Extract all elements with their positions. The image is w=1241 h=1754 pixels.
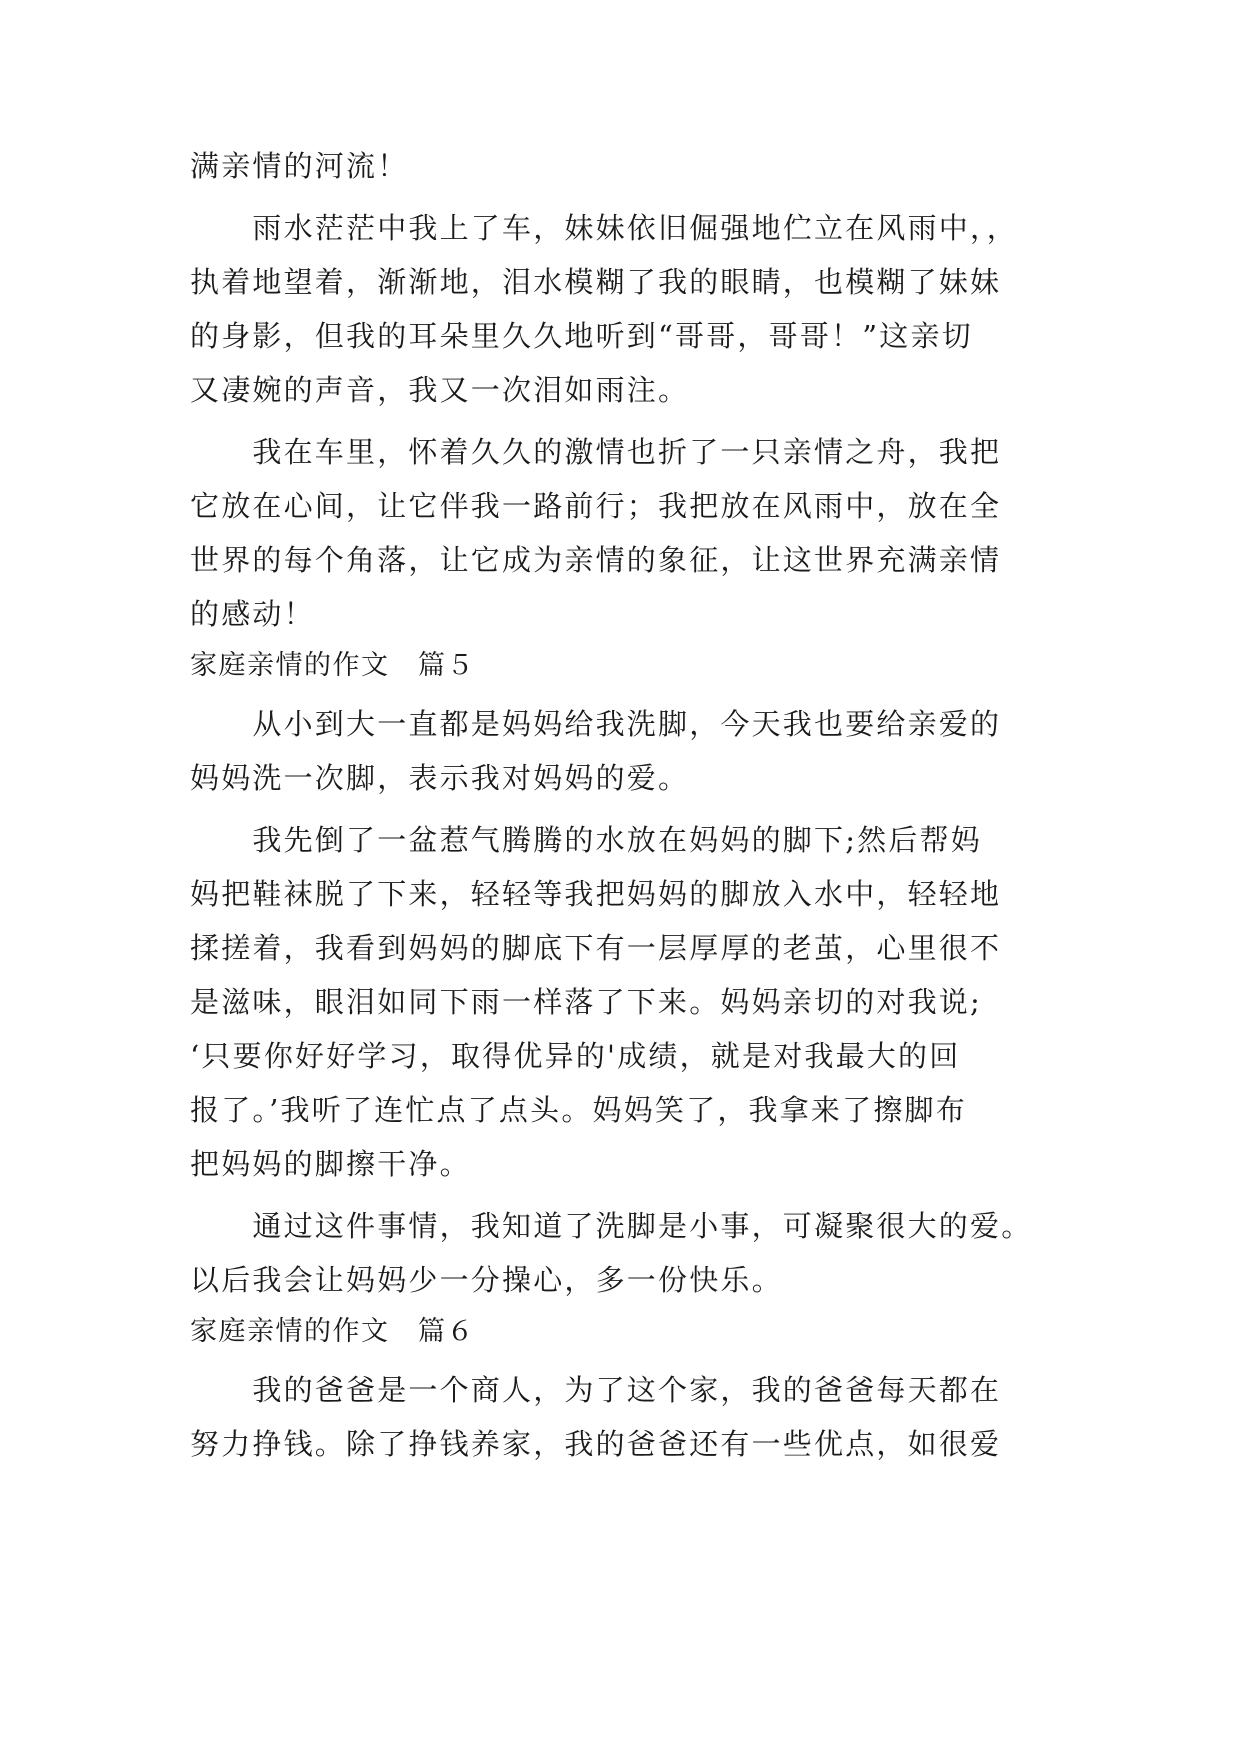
- text-line: ‘只要你好好学习，取得优异的'成绩，就是对我最大的回: [190, 1039, 961, 1073]
- text-line: 的感动！: [190, 597, 315, 631]
- paragraph-start-line: 从小到大一直都是妈妈给我洗脚，今天我也要给亲爱的: [190, 707, 1002, 741]
- text-line: 妈把鞋袜脱了下来，轻轻等我把妈妈的脚放入水中，轻轻地: [190, 877, 1002, 911]
- text-line: 努力挣钱。除了挣钱养家，我的爸爸还有一些优点，如很爱: [190, 1427, 1002, 1461]
- paragraph-start-line: 我的爸爸是一个商人，为了这个家，我的爸爸每天都在: [190, 1373, 1002, 1407]
- text-line: 报了。’我听了连忙点了点头。妈妈笑了，我拿来了擦脚布: [190, 1093, 967, 1127]
- paragraph-start-line: 雨水茫茫中我上了车，妹妹依旧倔强地伫立在风雨中，，: [190, 211, 1018, 245]
- paragraph-start-line: 我先倒了一盆惹气腾腾的水放在妈妈的脚下;然后帮妈: [190, 823, 982, 857]
- text-line: 世界的每个角落，让它成为亲情的象征，让这世界充满亲情: [190, 543, 1002, 577]
- text-line: 把妈妈的脚擦干净。: [190, 1147, 471, 1181]
- text-line: 是滋味，眼泪如同下雨一样落了下来。妈妈亲切的对我说;: [190, 985, 982, 1019]
- section-heading: 家庭亲情的作文 篇６: [190, 1316, 475, 1347]
- text-line: 妈妈洗一次脚，表示我对妈妈的爱。: [190, 761, 690, 795]
- text-line: 又凄婉的声音，我又一次泪如雨注。: [190, 373, 690, 407]
- paragraph-start-line: 通过这件事情，我知道了洗脚是小事，可凝聚很大的爱。: [190, 1209, 1033, 1243]
- text-line: 的身影，但我的耳朵里久久地听到“哥哥，哥哥！”这亲切: [190, 319, 973, 353]
- text-line: 以后我会让妈妈少一分操心，多一份快乐。: [190, 1263, 783, 1297]
- text-line: 满亲情的河流！: [190, 149, 409, 183]
- text-line: 揉搓着，我看到妈妈的脚底下有一层厚厚的老茧，心里很不: [190, 931, 1002, 965]
- text-line: 它放在心间，让它伴我一路前行；我把放在风雨中，放在全: [190, 489, 1002, 523]
- section-heading: 家庭亲情的作文 篇５: [190, 650, 475, 681]
- text-line: 执着地望着，渐渐地，泪水模糊了我的眼睛，也模糊了妹妹: [190, 265, 1002, 299]
- paragraph-start-line: 我在车里，怀着久久的激情也折了一只亲情之舟，我把: [190, 435, 1002, 469]
